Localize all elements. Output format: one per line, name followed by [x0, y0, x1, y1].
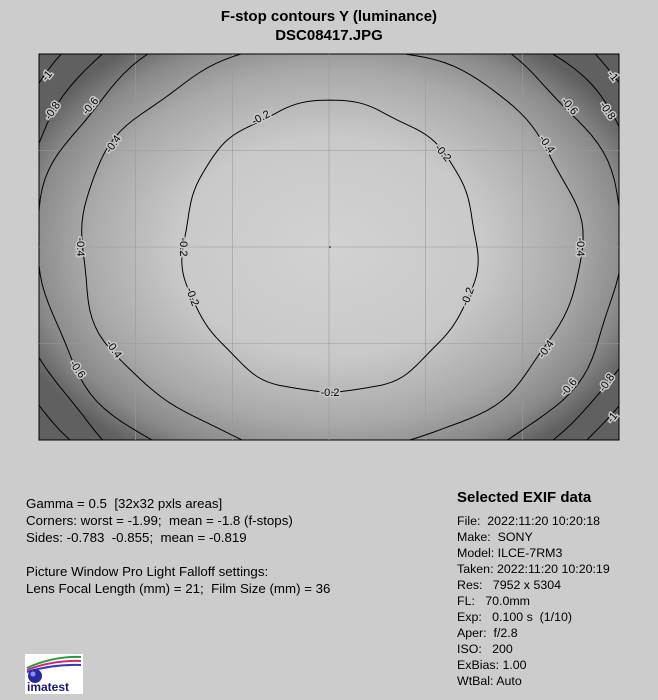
contour-label: -0.2 — [431, 142, 454, 165]
exif-row: ISO: 200 — [457, 642, 513, 656]
exif-row: Make: SONY — [457, 530, 533, 544]
contour-label: -0.4 — [536, 133, 557, 156]
exif-title: Selected EXIF data — [457, 489, 592, 506]
contour-label: -0.2 — [183, 285, 201, 308]
analysis-summary — [26, 495, 293, 546]
exif-row: ExBias: 1.00 — [457, 658, 527, 672]
contour-label: -0.2 — [459, 285, 477, 308]
contour-label: -1 — [39, 68, 56, 84]
corners-text: Corners: worst = -1.99; mean = -1.8 (f-stops) — [26, 513, 293, 528]
contour-label: -0.4 — [103, 338, 124, 361]
contour-label: -0.4 — [574, 237, 587, 257]
pw-settings — [26, 563, 330, 597]
exif-row: FL: 70.0mm — [457, 594, 530, 608]
exif-row: File: 2022:11:20 10:20:18 — [457, 514, 601, 528]
exif-list — [457, 513, 610, 689]
sides-text: Sides: -0.783 -0.855; mean = -0.819 — [26, 530, 247, 545]
contour-label: -0.6 — [80, 95, 102, 118]
contour-label: -0.8 — [596, 371, 618, 395]
chart-title: F-stop contours Y (luminance) — [220, 8, 438, 25]
pw-heading: Picture Window Pro Light Falloff settings: — [26, 564, 269, 579]
contour-label: -1 — [604, 410, 621, 426]
contour-label: -0.4 — [103, 133, 124, 156]
exif-row: Model: ILCE-7RM3 — [457, 546, 563, 560]
logo-text: imatest — [27, 680, 70, 694]
exif-row: Res: 7952 x 5304 — [457, 578, 562, 592]
contour-label: -0.6 — [558, 95, 580, 118]
contour-label: -0.8 — [596, 99, 618, 123]
exif-row: WtBal: Auto — [457, 674, 522, 688]
contour-label: -0.2 — [320, 386, 340, 399]
gamma-text: Gamma = 0.5 [32x32 pxls areas] — [26, 496, 223, 511]
contour-label: -0.4 — [536, 338, 557, 361]
center-marker — [329, 246, 331, 248]
chart-subtitle: DSC08417.JPG — [275, 27, 383, 44]
contour-label: -0.8 — [42, 99, 64, 123]
exif-row: Aper: f/2.8 — [457, 626, 518, 640]
contour-label: -0.6 — [558, 376, 580, 399]
exif-row: Exp: 0.100 s (1/10) — [457, 610, 573, 624]
contour-label: -0.2 — [177, 237, 190, 257]
contour-label: -0.4 — [74, 237, 87, 257]
contour-label: -0.2 — [249, 108, 273, 128]
contour-label: -0.6 — [66, 358, 88, 381]
pw-settings-text: Lens Focal Length (mm) = 21; Film Size (mm) = 36 — [26, 581, 331, 596]
exif-row: Taken: 2022:11:20 10:20:19 — [457, 562, 610, 576]
contour-label: -1 — [604, 68, 621, 84]
